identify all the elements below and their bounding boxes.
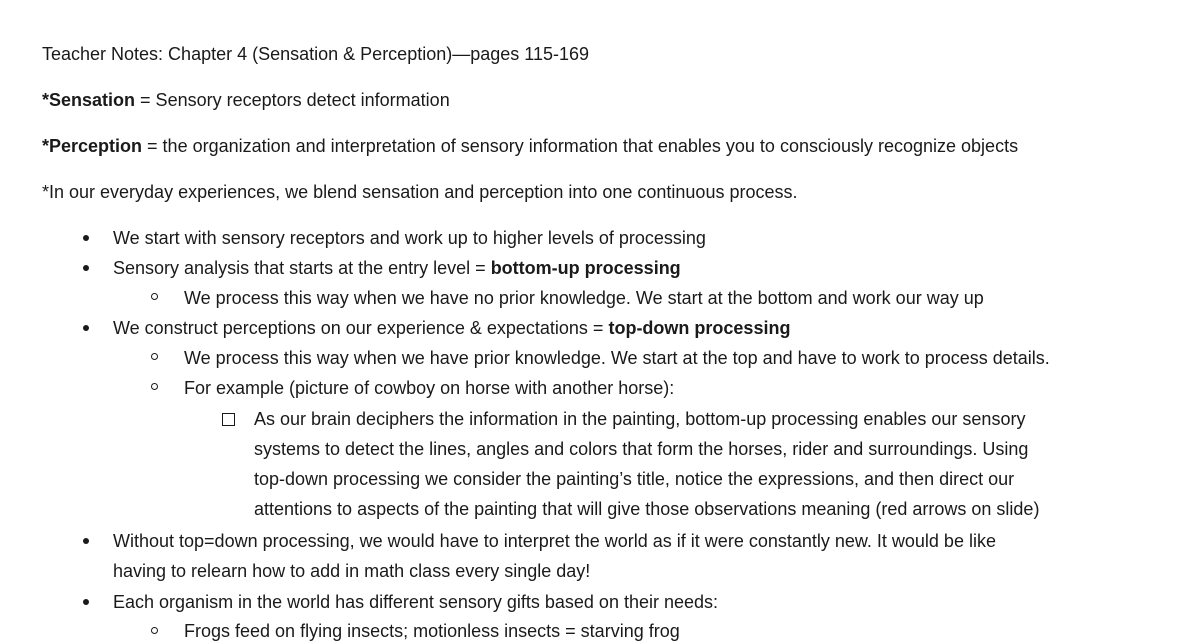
example-detail-line-1: As our brain deciphers the information in the painting, bottom-up processing enables our sensory (254, 409, 1026, 429)
checkbox-square-bullet (222, 413, 235, 426)
sub-bullet-circle (151, 293, 158, 300)
perception-definition (42, 135, 1018, 157)
sensation-star: * (42, 90, 50, 110)
top-down-term: top-down processing (608, 318, 791, 338)
sub-bullet-circle (151, 383, 158, 390)
sensation-definition (42, 89, 450, 111)
sub-bullet-example: For example (picture of cowboy on horse with another horse): (184, 378, 675, 398)
bottom-up-term: bottom-up processing (490, 258, 681, 278)
perception-term: Perception (49, 136, 143, 156)
bullet-bottom-up (113, 257, 681, 279)
sub-bullet-frogs: Frogs feed on flying insects; motionless insects = starving frog (184, 621, 680, 641)
bullet-sensory-receptors: We start with sensory receptors and work up to higher levels of processing (113, 228, 706, 248)
top-down-intro: We construct perceptions on our experience & expectations = (113, 318, 609, 338)
example-detail-line-3: top-down processing we consider the painting’s title, notice the expressions, and then direct our (254, 469, 1015, 489)
bullet-dot (83, 235, 89, 241)
sub-bullet-circle (151, 353, 158, 360)
bullet-without-top-down-line-2: having to relearn how to add in math class every single day! (113, 561, 591, 581)
bullet-top-down (113, 317, 790, 339)
bullet-dot (83, 325, 89, 331)
bullet-dot (83, 538, 89, 544)
bullet-dot (83, 599, 89, 605)
document-title: Teacher Notes: Chapter 4 (Sensation & Perception)—pages 115-169 (42, 44, 589, 64)
example-detail-line-2: systems to detect the lines, angles and colors that form the horses, rider and surroundings. Using (254, 439, 1029, 459)
bullet-sensory-gifts: Each organism in the world has different sensory gifts based on their needs: (113, 592, 719, 612)
bullet-dot (83, 265, 89, 271)
perception-text: = the organization and interpretation of sensory information that enables you to consciously recognize objects (142, 136, 1019, 156)
sub-bullet-prior-knowledge: We process this way when we have prior knowledge. We start at the top and have to work to process details. (184, 348, 1050, 368)
perception-star: * (42, 136, 50, 156)
example-detail-line-4: attentions to aspects of the painting that will give those observations meaning (red arrows on slide) (254, 499, 1040, 519)
bullet-without-top-down-line-1: Without top=down processing, we would have to interpret the world as if it were constantly new. It would be like (113, 531, 996, 551)
bottom-up-intro: Sensory analysis that starts at the entry level = (113, 258, 491, 278)
sub-bullet-circle (151, 627, 158, 634)
everyday-note: *In our everyday experiences, we blend sensation and perception into one continuous process. (42, 182, 798, 202)
sensation-term: Sensation (49, 90, 136, 110)
sub-bullet-no-prior-knowledge: We process this way when we have no prior knowledge. We start at the bottom and work our way up (184, 288, 984, 308)
sensation-text: = Sensory receptors detect information (135, 90, 450, 110)
